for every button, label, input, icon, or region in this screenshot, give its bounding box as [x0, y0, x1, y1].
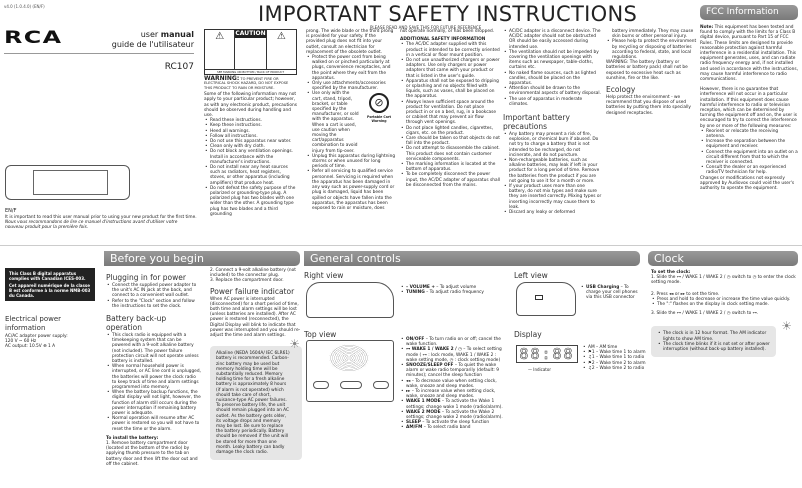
- list-item: • The AC/DC adapter supplied with this product is intended to be correctly oriented in a vertical or floor mount position.: [400, 42, 500, 58]
- control-desc: – To select radio band: [422, 425, 471, 431]
- intro-en: It is important to read this user manual prior to using your new product for the first time.: [5, 215, 197, 220]
- display-window: [33, 170, 108, 195]
- electrical-info: [5, 312, 95, 350]
- control-item: [580, 285, 642, 301]
- electrical-line: AC output: 10.5V ⊕ 1 A: [5, 344, 56, 350]
- clock-section: [651, 270, 796, 357]
- safety-list: [503, 29, 603, 107]
- fcc-section: [700, 5, 798, 191]
- safety-list: [306, 154, 396, 211]
- list-item: • Do not attempt to disassemble the cabinet. This product does not contain customer serviceable components.: [400, 146, 500, 162]
- clock-radio-front-illustration: [5, 165, 130, 200]
- clock-step: 2. Press ◂◂ or ▸▸ to set the time.: [651, 291, 720, 297]
- control-name: ON/OFF: [406, 337, 425, 342]
- caution-heading: CAUTION: [235, 30, 266, 37]
- list-item: • Press and hold to decrease or increase the time value quickly.: [651, 297, 796, 302]
- control-item: [400, 399, 508, 409]
- canada-compliance-box: [5, 268, 95, 301]
- electrical-line: AC/AC adapter power supply:: [5, 334, 68, 339]
- indicator-text: Indicator: [533, 367, 551, 372]
- list-item: • Read these instructions.: [204, 118, 297, 123]
- list-item: • The ":" flashes on the display in clock setting mode.: [651, 302, 796, 307]
- list-item: • Connect the supplied power adapter to the unit's AC IN jack at the back, and connect to a convenient wall outlet.: [106, 283, 201, 299]
- safety-col-3: [400, 29, 500, 188]
- control-desc: – To activate the Wake 1 settings; change wake 1 mode (radio/alarm).: [406, 399, 503, 410]
- page-title: IMPORTANT SAFETY INSTRUCTIONS: [258, 2, 638, 26]
- list-item: • Do not defeat the safety purpose of the polarized or grounding-type plug. A polarized plug has two blades with one wider than the other. A grounding type plug has two blades and a third grounding: [204, 186, 297, 217]
- control-item: [400, 379, 508, 389]
- control-item: [400, 425, 508, 430]
- control-desc: – To increase value when setting clock, wake, snooze and sleep modes.: [406, 389, 496, 400]
- list-item: • Refer all servicing to qualified service personnel. Servicing is required when the apparatus has been damaged in any way such as power-supply cord or plug is damaged, liquid has been spilled or objects have fallen into the apparatus, the apparatus has been exposed to rain or moisture, does: [306, 169, 396, 211]
- indicator-label: — Indicator: [528, 367, 551, 372]
- control-name: – VOLUME +: [406, 285, 435, 290]
- lightbulb-icon: ☀: [289, 337, 300, 352]
- list-item: • Apparatus shall not be exposed to dripping or splashing and no objects filled with liquids, such as vases, shall be placed on the apparatus.: [400, 79, 500, 100]
- electrical-heading: Electrical power information: [5, 315, 62, 332]
- safety-list: [503, 132, 603, 215]
- control-name: SNOOZE/SLEEP OFF: [406, 363, 454, 369]
- control-desc: – To activate the sleep function: [420, 420, 490, 426]
- safety-col-4: [503, 29, 603, 215]
- cart-text: Use only with the cart, stand, tripod, bracket, or table specified by the manufacturer, or sold with the apparatus. When a cart is used, use caution when moving the cart/apparatus combination to avoid injury from tip-over.: [312, 91, 359, 154]
- control-desc: – To select setting mode ( ⊶ : lock mode, WAKE 1 / WAKE 2 : wake setting mode, ◷ : clock setting mode): [406, 347, 502, 363]
- control-desc: – To adjust radio frequency: [424, 290, 484, 296]
- clock-heading: Clock: [648, 251, 798, 266]
- list-item: • Attention should be drawn to the environmental aspects of battery disposal.: [503, 86, 603, 96]
- cart-warning-figure: [362, 91, 396, 123]
- usb-item: [580, 285, 642, 301]
- install-battery-heading: To install the battery:: [106, 435, 159, 441]
- control-name: TUNING: [406, 290, 425, 296]
- list-item: • The clock is in 12 hour format. The AM indicator lights to show AM time.: [657, 331, 770, 341]
- before-col-1: [106, 270, 201, 467]
- control-name: ⊶ WAKE 1 / WAKE 2 / ◷: [406, 347, 462, 353]
- install-step: 1. Remove battery compartment door (located at the bottom of the radio) by applying thumb pressure to the tab on battery door and then lift the door out and off the cabinet.: [106, 441, 198, 467]
- control-desc: – To turn radio on or off; cancel the wake function.: [406, 337, 501, 348]
- warning-text: TO PREVENT FIRE OR ELECTRICAL SHOCK HAZARD, DO NOT EXPOSE THIS PRODUCT TO RAIN OR MOISTURE.: [204, 77, 289, 90]
- list-item: • Non-rechargeable batteries, such as alkaline batteries, may leak if left in your product for a long period of time. Remove the batteries from the product if you are not going to use it for a month or more.: [503, 158, 603, 184]
- list-item: • Do not block any ventilation openings. Install in accordance with the manufacturer's instructions.: [204, 149, 297, 165]
- canada-fr: Cet appareil numérique de la classe B est conforme à la norme NMB-003 du Canada.: [9, 283, 91, 298]
- list-item: • The use of apparatus in moderate climates.: [503, 97, 603, 107]
- display-heading: Display: [514, 330, 542, 339]
- list-item: • To be completely disconnect the power input, the AC/DC adapter of apparatus shall be disconnected from the mains.: [400, 172, 500, 188]
- list-item: • Please help to protect the environment by recycling or disposing of batteries according to federal, state, and local regulations.: [606, 39, 698, 60]
- list-item: • ⚑2 – Wake time 2 to alarm: [582, 361, 646, 366]
- lightbulb-icon: ☀: [781, 319, 792, 334]
- user-word: user: [140, 30, 161, 39]
- control-name: WAKE 1 MODE: [406, 399, 441, 405]
- control-list: [400, 337, 508, 431]
- list-item: • Always leave sufficient space around the product for ventilation. Do not place product in or on a bed, rug, in a bookcase or cabinet that may prevent air flow through vent openings.: [400, 100, 500, 126]
- electrical-line: 120 V ~ 60 Hz: [5, 339, 37, 345]
- install-step: 3. Replace the compartment door.: [210, 278, 284, 284]
- before-you-begin-heading: Before you begin: [104, 251, 300, 266]
- list-item: • Clean only with dry cloth.: [204, 144, 297, 149]
- control-name: SLEEP: [406, 420, 421, 426]
- top-view-heading: Top view: [304, 330, 337, 339]
- control-desc: – To charge your cell phones via this USB connector: [586, 285, 638, 301]
- list-item: • Protect the power cord from being walked on or pinched particularly at plugs, convenience receptacles, and the point where they exit from the apparatus.: [306, 55, 396, 81]
- safety-list: [306, 55, 396, 91]
- list-item: • ♫2 – Wake time 2 to radio: [582, 366, 646, 371]
- top-view-illustration: [306, 340, 394, 402]
- battery-precautions-heading: Important battery precautions: [503, 113, 570, 132]
- divider: [4, 53, 194, 54]
- manual-word: manual: [160, 30, 194, 39]
- control-desc: – To quiet the wake alarm or wake radio temporarily (default: 9 minutes); cancel the sleep function: [406, 363, 499, 379]
- canada-en: This Class B digital apparatus complies with Canadian ICES-003.: [9, 271, 86, 281]
- list-item: • This clock radio is equipped with a timekeeping system that can be powered with a 9-volt alkaline battery (not included). The power failure protection circuit will not operate unless battery is installed.: [106, 333, 201, 364]
- list-item: • The marking information is located at the bottom of apparatus.: [400, 162, 500, 172]
- list-item: • Refer to the "Clock" section and follow the instructions to set the clock.: [106, 299, 201, 309]
- list-item: • Normal operation will resume after AC power is restored so you will not have to reset the time or the alarm.: [106, 416, 201, 432]
- list-item: • The clock time blinks if it is not set or after power interruption (without back-up battery installed).: [657, 342, 770, 352]
- warning-triangle-icon: ⚠: [205, 30, 235, 69]
- rca-logo: RCA: [4, 28, 63, 48]
- button-row: [313, 381, 389, 389]
- list-item: • AC/DC adapter is a disconnect device. The AC/DC adapter should not be obstructed OR should be easily accessed during intended use.: [503, 29, 603, 50]
- power-failure-text: When AC power is interrupted (disconnected) for a short period of time, both time and alarm settings will be lost (unless batteries are installed). After AC power is restored (reconnected), the Digital Display will blink to indicate that power was interrupted and you should re-adjust the time and alarm settings.: [210, 296, 301, 339]
- page-subtitle: PLEASE READ AND SAVE THIS FOR FUTURE REFERENCE: [370, 25, 482, 30]
- list-item: • Discard any leaky or deformed: [503, 210, 603, 215]
- safety-text: battery immediately. They may cause skin burns or other personal injury.: [612, 29, 694, 40]
- list-item: • No naked flame sources, such as lighted candles, should be placed on the apparatus.: [503, 71, 603, 87]
- control-name: ▸▸: [406, 389, 411, 395]
- control-name: USB Charging: [586, 285, 620, 290]
- cover-subtitle-fr: guide de l'utilisateur: [111, 40, 194, 49]
- left-view-illustration: [516, 282, 576, 316]
- clock-tip-box: [651, 319, 792, 357]
- intro-fr: Nous vous recommandons de lire ce manuel d'instructions avant d'utiliser votre nouveau produit pour la première fois.: [5, 220, 178, 231]
- control-item: [400, 290, 508, 295]
- additional-safety-heading: ADDITIONAL SAFETY INFORMATION: [400, 37, 486, 43]
- general-controls-heading: General controls: [304, 251, 640, 266]
- before-col-2: [210, 268, 302, 460]
- list-item: • Increase the separation between the equipment and receiver.: [700, 139, 798, 149]
- list-item: • Keep these instructions.: [204, 123, 297, 128]
- list-item: • Do not use this apparatus near water.: [204, 139, 297, 144]
- usb-port-icon: [535, 295, 543, 300]
- list-item: • Consult the dealer or an experienced radio/TV technician for help.: [700, 165, 798, 175]
- version-label: v4.0 (1.0.4.0) (EN/F): [4, 4, 45, 9]
- battery-tip-box: [210, 337, 302, 460]
- safety-intro: Some of the following information may not apply to your particular product; however, as with any electronic product, precautions should be observed during handling and use.: [204, 92, 297, 119]
- control-name: WAKE 2 MODE: [406, 409, 441, 415]
- control-name: AM/FM: [406, 425, 423, 431]
- list-item: • When the battery backup functions, the digital display will not light, however, the function of alarm still occurs during the power interruption if remaining battery power is adequate.: [106, 390, 201, 416]
- cart-caption: Portable Cart Warning: [366, 115, 391, 124]
- list-item: • Connect the equipment into an outlet on a circuit different from that to which the receiver is connected.: [700, 150, 798, 166]
- list-item: • Care should be taken so that objects do not fall into the product.: [400, 136, 500, 146]
- battery-tip: Alkaline (NEDA 1604A/ IEC 6LR61) battery is recommended. Carbon-zinc battery may be used but memory holding time will be substantially reduced. Memory holding time for a fresh alkaline battery is approximately 8 hours (if alarm is not operated) which should take care of short, nuisance-type AC power failures. To preserve battery life, the unit should remain plugged into an AC outlet. As the battery gets older, its voltage drops and memory may be lost. Be sure to replace the battery periodically. Battery should be removed if the unit will be stored for more than one month. Leaky battery can badly damage the clock radio.: [216, 351, 290, 456]
- cart-tipover-icon: ⊘: [369, 93, 389, 113]
- ecology-text: Help protect the environment - we recommend that you dispose of used batteries by putting them into specially designed receptacles.: [606, 95, 691, 116]
- speaker-grille: [329, 344, 369, 372]
- list-item: • ♫1 – Wake time 1 to radio: [582, 355, 646, 360]
- right-view-heading: Right view: [304, 271, 344, 280]
- battery-warning: WARNING: The battery (battery or batteries or battery pack) shall not be exposed to excessive heat such as sunshine, fire or the like.: [606, 60, 688, 81]
- safety-col-2: [306, 29, 396, 211]
- safety-col-1: [204, 29, 297, 217]
- clock-step-list: [651, 297, 796, 307]
- safety-col-5: [606, 29, 698, 116]
- set-clock-heading: To set the clock:: [651, 270, 691, 275]
- safety-list: [400, 42, 500, 188]
- plugging-heading: Plugging in for power: [106, 273, 186, 282]
- power-failure-heading: Power failure indicator: [210, 286, 295, 296]
- safety-text: prong. The wide blade or the third prong is provided for your safety. If the provided plug does not fit into your outlet, consult an electrician for replacement of the obsolete outlet.: [306, 29, 394, 55]
- battery-backup-heading: Battery back-up operation: [106, 314, 167, 333]
- fcc-list: [700, 129, 798, 176]
- caution-footer: SEE MARKING ON BOTTOM / BACK OF PRODUCT: [205, 69, 296, 74]
- list-item: • ⚑1 – Wake time 1 to alarm: [582, 350, 646, 355]
- list-item: • Follow all instructions.: [204, 134, 297, 139]
- control-desc: – To adjust volume: [434, 285, 477, 290]
- cover-title: [141, 30, 194, 40]
- clock-step: 3. Slide the ⊶ / WAKE 1 / WAKE 2 / ◷ switch to ⊶.: [651, 311, 759, 317]
- fcc-note: This equipment has been tested and found to comply with the limits for a Class B digital device, pursuant to Part 15 of FCC Rules. These limits are designed to provide reasonable protection against harmful interference in a residential installation. This equipment generates, uses, and can radiate radio frequency energy and, if not installed and used in accordance with the instructions, may cause harmful interference to radio communications.: [700, 25, 798, 83]
- right-view-illustration: [306, 282, 394, 318]
- list-item: • Heed all warnings.: [204, 129, 297, 134]
- list-item: • If your product uses more than one battery, do not mix types and make sure they are inserted correctly. Mixing types or inserting incorrectly may cause them to leak.: [503, 184, 603, 210]
- caution-label: [204, 29, 297, 75]
- model-number: RC107: [164, 62, 194, 72]
- list-item: • Do not use unauthorized chargers or power adapters. Use only chargers or power adapters that came with your product or that is listed in the user's guide.: [400, 58, 500, 79]
- cover-intro: [5, 215, 197, 231]
- fcc-text: Changes or modifications not expressly approved by Audiovox could void the user's authority to operate the equipment.: [700, 175, 795, 192]
- battery-list: [106, 333, 201, 432]
- list-item: • Only use attachments/accessories specified by the manufacturer.: [306, 81, 396, 91]
- ecology-heading: Ecology: [606, 85, 636, 95]
- cart-item: [306, 91, 396, 153]
- fcc-text: However, there is no guarantee that interference will not occur in a particular installation. If this equipment does cause harmful interference to radio or television reception, which can be determined by turning the equipment off and on, the user is encouraged to try to correct the interference by one or more of the following measures:: [700, 87, 797, 129]
- safety-list: [204, 118, 297, 217]
- install-step: 2. Connect a 9-volt alkaline battery (not included) to the connector plug.: [210, 268, 296, 279]
- warning-label: WARNING:: [204, 75, 240, 82]
- list-item: • When normal household power is interrupted, or AC line cord is unplugged, the batteries will power the clock radio to keep track of time and alarm settings programmed into memory.: [106, 364, 201, 390]
- list-item: • Do not install near any heat sources such as radiators, heat registers, stoves, or other apparatus (including amplifiers) that produce heat.: [204, 165, 297, 186]
- control-item: [400, 389, 508, 399]
- safety-list: [606, 39, 698, 60]
- control-item: [400, 337, 508, 347]
- list-item: • Reorient or relocate the receiving antenna.: [700, 129, 798, 139]
- control-item: [400, 410, 508, 420]
- control-desc: – To activate the Wake 2 settings; change wake 2 mode (radio/alarm).: [406, 409, 503, 421]
- language-code: EN/F: [5, 208, 17, 214]
- control-item: [400, 363, 508, 379]
- top-view-list: [400, 337, 508, 431]
- display-illustration: 88:88: [516, 345, 578, 363]
- left-view-heading: Left view: [514, 271, 548, 280]
- list-item: • AM – AM time: [582, 345, 646, 350]
- right-view-list: [400, 285, 508, 295]
- fcc-heading: FCC Information: [700, 5, 798, 20]
- plug-list: [106, 283, 201, 309]
- control-desc: – To decrease value when setting clock, wake, snooze and sleep modes.: [406, 378, 497, 389]
- display-list: [582, 345, 646, 371]
- clock-step: 1. Slide the ⊶ / WAKE 1 / WAKE 2 / ◷ switch to ◷ to enter the clock setting mode.: [651, 275, 796, 286]
- warning-triangle-icon: ⚠: [276, 31, 286, 42]
- list-item: • Do not place lighted candles, cigarettes, cigars, etc. on the product.: [400, 126, 500, 136]
- control-name: ◂◂: [406, 378, 411, 384]
- fcc-note-label: Note:: [700, 25, 714, 30]
- list-item: • The ventilation should not be impeded by covering the ventilation openings with items such as newspaper, table-cloths, curtains etc.: [503, 50, 603, 71]
- control-item: [400, 347, 508, 363]
- list-item: • Any battery may present a risk of fire, explosion, or chemical burn if abused. Do not try to charge a battery that is not intended to be recharged, do not incinerate, and do not puncture.: [503, 132, 603, 158]
- clock-tips: [657, 331, 770, 352]
- safety-text: not operate normally, or has been dropped.: [400, 29, 495, 34]
- display-icons-list: [582, 345, 646, 371]
- list-item: • Unplug this apparatus during lightning storms or when unused for long periods of time.: [306, 154, 396, 170]
- page-divider: [0, 245, 802, 246]
